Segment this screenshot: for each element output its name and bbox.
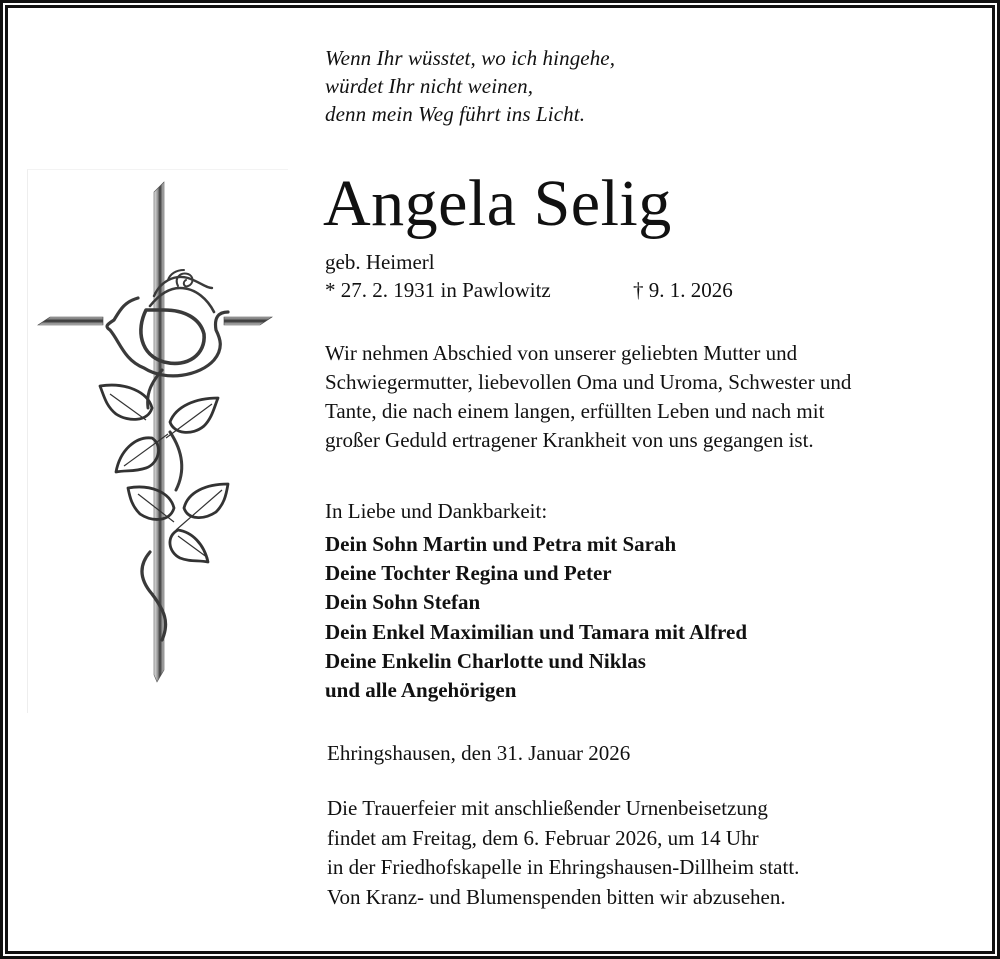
mourner-entry: und alle Angehörigen	[325, 678, 517, 703]
birth-date: * 27. 2. 1931 in Pawlowitz	[325, 278, 551, 302]
mourner-entry: Deine Enkelin Charlotte und Niklas	[325, 648, 646, 673]
mourner-entry: Deine Tochter Regina und Peter	[325, 561, 612, 586]
motto-verse	[325, 44, 615, 128]
cross-with-rose-icon	[27, 169, 288, 713]
mourner-entry: Dein Sohn Stefan	[325, 590, 481, 615]
farewell-line: Wir nehmen Abschied von unserer geliebten Mutter und	[325, 341, 798, 365]
birth-name: geb. Heimerl	[325, 250, 435, 274]
service-line: Von Kranz- und Blumenspenden bitten wir abzusehen.	[327, 884, 786, 909]
place-and-date: Ehringshausen, den 31. Januar 2026	[327, 741, 631, 765]
farewell-line: Tante, die nach einem langen, erfüllten Leben und nach mit	[325, 399, 825, 423]
farewell-line: Schwiegermutter, liebevollen Oma und Uroma, Schwester und	[325, 370, 852, 394]
farewell-text	[325, 339, 851, 455]
motto-line: Wenn Ihr wüsstet, wo ich hingehe,	[325, 46, 616, 70]
deceased-name: Angela Selig	[323, 167, 672, 240]
mourners-intro: In Liebe und Dankbarkeit:	[325, 499, 548, 523]
service-line: findet am Freitag, dem 6. Februar 2026, um 14 Uhr	[327, 825, 759, 850]
life-dates	[325, 276, 733, 304]
mourners-list	[325, 530, 747, 705]
death-date: † 9. 1. 2026	[633, 278, 733, 302]
motto-line: denn mein Weg führt ins Licht.	[325, 102, 586, 126]
service-line: in der Friedhofskapelle in Ehringshausen-Dillheim statt.	[327, 855, 800, 879]
mourner-entry: Dein Enkel Maximilian und Tamara mit Alfred	[325, 619, 747, 644]
funeral-service-info	[327, 794, 799, 912]
motto-line: würdet Ihr nicht weinen,	[325, 74, 534, 98]
farewell-line: großer Geduld ertragener Krankheit von uns gegangen ist.	[325, 428, 814, 452]
mourner-entry: Dein Sohn Martin und Petra mit Sarah	[325, 532, 677, 556]
service-line: Die Trauerfeier mit anschließender Urnenbeisetzung	[327, 796, 768, 820]
